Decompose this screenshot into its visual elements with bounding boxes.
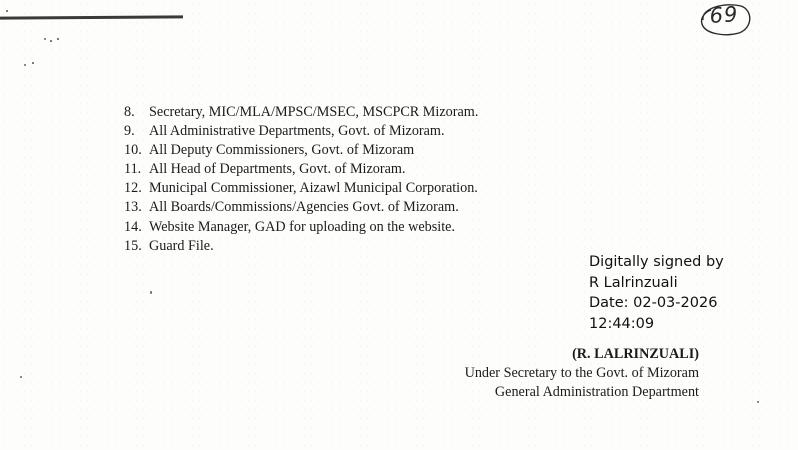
scan-speck	[757, 401, 759, 403]
list-item: 9. All Administrative Departments, Govt. of Mizoram.	[124, 123, 445, 140]
digital-signature-time: 12:44:09	[589, 315, 655, 332]
list-item: 10. All Deputy Commissioners, Govt. of Mizoram	[124, 142, 415, 159]
list-item: 12. Municipal Commissioner, Aizawl Municipal Corporation.	[124, 180, 478, 197]
scan-speck	[50, 40, 52, 42]
signatory-designation: Under Secretary to the Govt. of Mizoram	[464, 365, 699, 381]
list-item: 14. Website Manager, GAD for uploading on the website.	[124, 218, 455, 235]
list-item: 15. Guard File.	[124, 237, 214, 254]
scan-speck	[57, 38, 59, 40]
scan-speck	[20, 376, 22, 378]
signatory-department: General Administration Department	[494, 384, 699, 400]
list-item: 11. All Head of Departments, Govt. of Mizoram.	[124, 161, 406, 178]
digital-signature-date: Date: 02-03-2026	[589, 295, 718, 311]
page-number-stamp	[695, 2, 753, 36]
digital-signature-block	[589, 252, 724, 334]
top-rule-line	[0, 15, 183, 19]
digital-signature-label: Digitally signed by	[589, 254, 724, 270]
digital-signature-signer: R Lalrinzuali	[589, 274, 678, 291]
signatory-block	[465, 345, 699, 402]
signatory-name: (R. LALRINZUALI)	[572, 346, 699, 362]
scan-speck	[24, 64, 26, 66]
scan-speck	[6, 10, 8, 12]
distribution-list	[124, 103, 478, 256]
list-item: 8. Secretary, MIC/MLA/MPSC/MSEC, MSCPCR Mizoram.	[124, 104, 479, 120]
page-number: 69	[708, 2, 740, 28]
scan-speck	[44, 38, 46, 40]
list-item: 13. All Boards/Commissions/Agencies Govt. of Mizoram.	[124, 199, 459, 216]
scan-speck	[150, 291, 152, 294]
scan-speck	[32, 62, 34, 64]
